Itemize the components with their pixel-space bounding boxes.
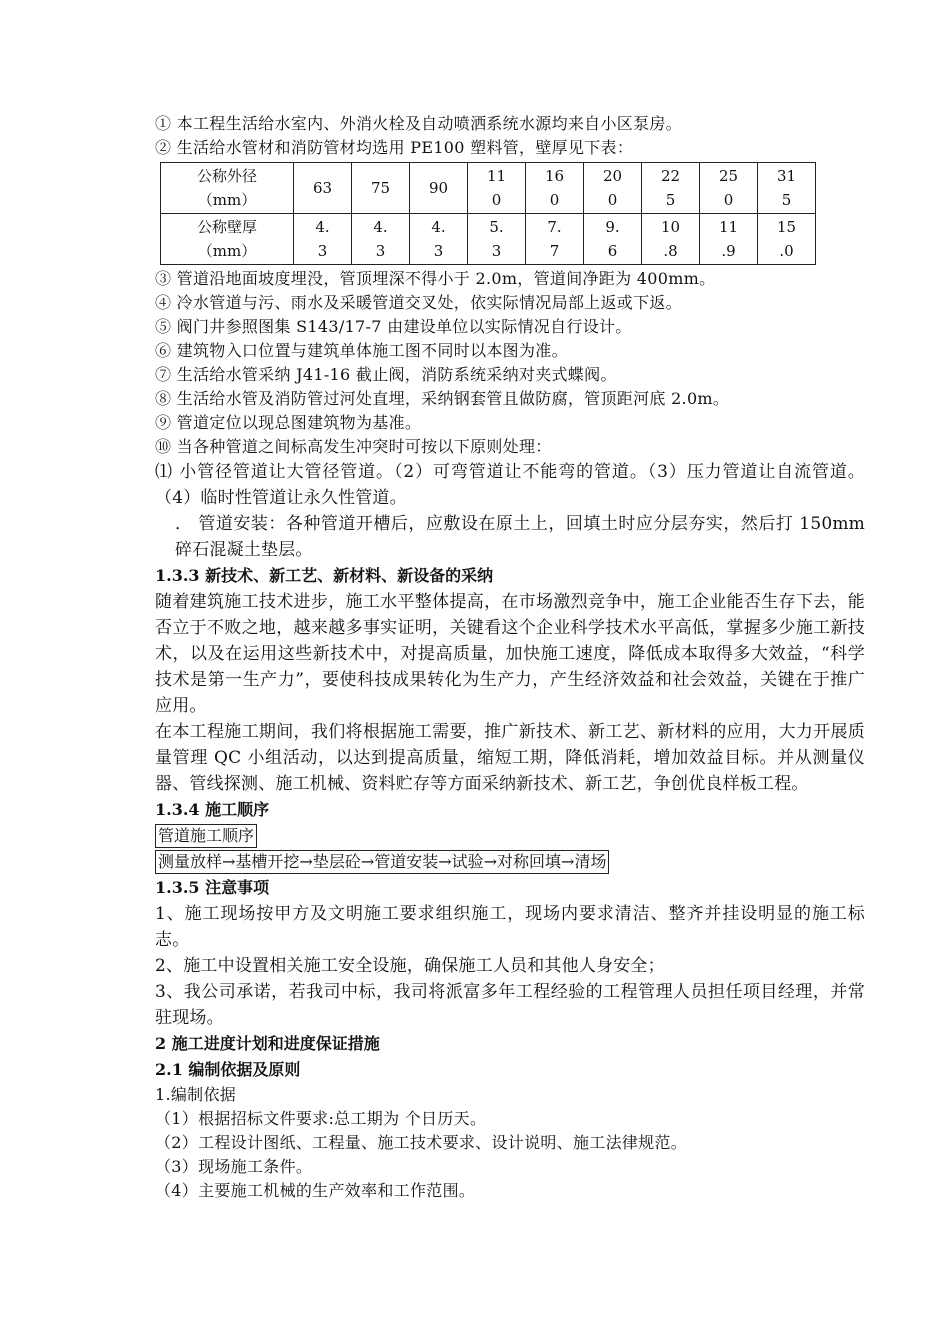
- item-3: ③ 管道沿地面坡度埋没，管顶埋深不得小于 2.0m，管道间净距为 400mm。: [155, 269, 716, 288]
- table-cell: 10 .8: [642, 214, 700, 265]
- section-heading-2-1: 2.1 编制依据及原则: [155, 1060, 301, 1079]
- pipe-installation: ． 管道安装：各种管道开槽后，应敷设在原土上，回填土时应分层夯实，然后打 150mm 碎石混凝土垫层。: [175, 514, 865, 560]
- table-cell: 75: [352, 163, 410, 214]
- basis-item: （3）现场施工条件。: [155, 1157, 313, 1176]
- item-7: ⑦ 生活给水管采纳 J41-16 截止阀，消防系统采纳对夹式蝶阀。: [155, 365, 617, 384]
- construction-sequence-title: 管道施工顺序: [155, 824, 257, 848]
- conflict-principles: ⑴ 小管径管道让大管径管道。（2）可弯管道让不能弯的管道。（3）压力管道让自流管道。 （4）临时性管道让永久性管道。: [155, 462, 865, 508]
- table-cell: 4. 3: [410, 214, 468, 265]
- basis-title: 1.编制依据: [155, 1085, 237, 1104]
- section-heading-1-3-5: 1.3.5 注意事项: [155, 878, 270, 897]
- table-cell: 4. 3: [352, 214, 410, 265]
- item-2: ② 生活给水管材和消防管材均选用 PE100 塑料管，壁厚见下表：: [155, 138, 634, 157]
- table-cell: 11 0: [468, 163, 526, 214]
- basis-item: （4）主要施工机械的生产效率和工作范围。: [155, 1181, 476, 1200]
- item-10: ⑩ 当各种管道之间标高发生冲突时可按以下原则处理：: [155, 437, 552, 456]
- table-cell: 4. 3: [294, 214, 352, 265]
- table-cell: 16 0: [526, 163, 584, 214]
- document-content: [155, 112, 865, 1203]
- item-4: ④ 冷水管道与污、雨水及采暖管道交叉处，依实际情况局部上返或下返。: [155, 293, 682, 312]
- table-cell: 90: [410, 163, 468, 214]
- note-item: 1、施工现场按甲方及文明施工要求组织施工，现场内要求清洁、整齐并挂设明显的施工标志。: [155, 904, 865, 950]
- construction-sequence-steps: 测量放样→基槽开挖→垫层砼→管道安装→试验→对称回填→清场: [155, 850, 609, 874]
- table-header-cell: 公称壁厚 （mm）: [161, 214, 294, 265]
- table-cell: 31 5: [758, 163, 816, 214]
- paragraph: 随着建筑施工技术进步，施工水平整体提高，在市场激烈竞争中，施工企业能否生存下去，能否立于不败之地，越来越多事实证明，关键看这个企业科学技术水平高低，掌握多少施工新技术，以及在运用这些新技术中，对提高质量，加快施工速度，降低成本取得多大效益，“科学技术是第一生产力”，要使科技成果转化为生产力，产生经济效益和社会效益，关键在于推广应用。: [155, 592, 865, 716]
- note-item: 2、施工中设置相关施工安全设施，确保施工人员和其他人身安全；: [155, 956, 665, 976]
- table-cell: 63: [294, 163, 352, 214]
- table-cell: 7. 7: [526, 214, 584, 265]
- paragraph: 在本工程施工期间，我们将根据施工需要，推广新技术、新工艺、新材料的应用，大力开展质量管理 QC 小组活动，以达到提高质量，缩短工期，降低消耗，增加效益目标。并从测量仪器、管线探测、施工机械、资料贮存等方面采纳新技术、新工艺，争创优良样板工程。: [155, 722, 865, 794]
- table-cell: 20 0: [584, 163, 642, 214]
- pipe-wall-thickness-table: [160, 162, 816, 265]
- item-8: ⑧ 生活给水管及消防管过河处直埋，采纳钢套管且做防腐，管顶距河底 2.0m。: [155, 389, 730, 408]
- table-row: [161, 214, 816, 265]
- section-heading-1-3-4: 1.3.4 施工顺序: [155, 800, 270, 819]
- table-cell: 15 .0: [758, 214, 816, 265]
- section-heading-1-3-3: 1.3.3 新技术、新工艺、新材料、新设备的采纳: [155, 566, 494, 585]
- note-item: 3、我公司承诺，若我司中标，我司将派富多年工程经验的工程管理人员担任项目经理，并常驻现场。: [155, 982, 865, 1028]
- item-1: ① 本工程生活给水室内、外消火栓及自动喷洒系统水源均来自小区泵房。: [155, 114, 682, 133]
- item-6: ⑥ 建筑物入口位置与建筑单体施工图不同时以本图为准。: [155, 341, 568, 360]
- table-header-cell: 公称外径 （mm）: [161, 163, 294, 214]
- table-row: [161, 163, 816, 214]
- basis-item: （1）根据招标文件要求:总工期为 个日历天。: [155, 1109, 487, 1128]
- table-cell: 5. 3: [468, 214, 526, 265]
- basis-item: （2）工程设计图纸、工程量、施工技术要求、设计说明、施工法律规范。: [155, 1133, 688, 1152]
- item-5: ⑤ 阀门井参照图集 S143/17-7 由建设单位以实际情况自行设计。: [155, 317, 632, 336]
- table-cell: 9. 6: [584, 214, 642, 265]
- item-9: ⑨ 管道定位以现总图建筑物为基准。: [155, 413, 422, 432]
- table-cell: 11 .9: [700, 214, 758, 265]
- table-cell: 22 5: [642, 163, 700, 214]
- chapter-heading-2: 2 施工进度计划和进度保证措施: [155, 1034, 380, 1053]
- table-cell: 25 0: [700, 163, 758, 214]
